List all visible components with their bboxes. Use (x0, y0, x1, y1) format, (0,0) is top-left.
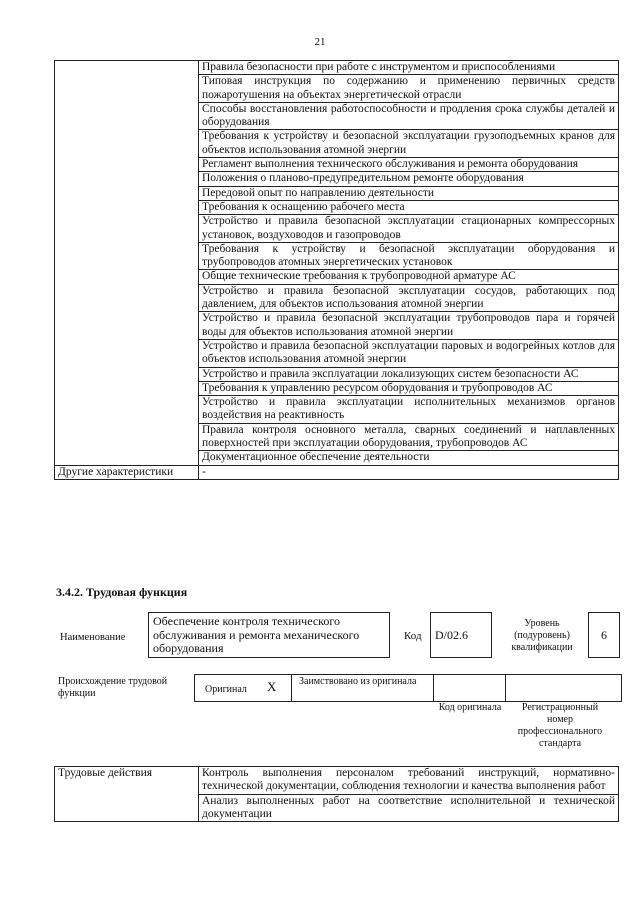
requirement-item: Устройство и правила безопасной эксплуатации паровых и водогрейных котлов для объектов использования атомной энергии (199, 339, 619, 367)
requirements-table (54, 60, 619, 480)
requirement-label-cell (55, 61, 199, 466)
name-label: Наименование (60, 632, 126, 643)
code-label: Код (404, 630, 422, 642)
requirement-item: Способы восстановления работоспособности и продления срока службы деталей и оборудования (199, 102, 619, 130)
requirement-item: Устройство и правила безопасной эксплуатации сосудов, работающих под давлением, для объектов использования атомной энергии (199, 284, 619, 312)
requirement-item: Требования к управлению ресурсом оборудования и трубопроводов АС (199, 381, 619, 395)
requirement-item: Требования к оснащению рабочего места (199, 200, 619, 214)
origin-box (194, 674, 622, 702)
original-label: Оригинал (205, 684, 247, 695)
requirement-item: Требования к устройству и безопасной эксплуатации грузоподъемных кранов для объектов использования атомной энергии (199, 130, 619, 158)
labor-action-row (55, 767, 619, 795)
requirement-item: Регламент выполнения технического обслуживания и ремонта оборудования (199, 158, 619, 172)
section-title: 3.4.2. Трудовая функция (56, 585, 188, 599)
borrowed-label: Заимствовано из оригинала (299, 676, 417, 687)
other-characteristics-row (55, 465, 619, 479)
reg-number-label: Регистрационный номер профессионального стандарта (517, 702, 603, 749)
level-label: Уровень (подуровень) квалификации (511, 618, 573, 653)
level-value: 6 (588, 612, 620, 658)
requirement-item: Устройство и правила безопасной эксплуатации стационарных компрессорных установок, воздуховодов и газопроводов (199, 215, 619, 243)
requirement-item: Устройство и правила безопасной эксплуатации трубопроводов пара и горячей воды для объектов использования атомной энергии (199, 312, 619, 340)
labor-actions-table (54, 766, 619, 822)
requirement-item: Правила безопасности при работе с инструментом и приспособлениями (199, 61, 619, 75)
requirement-item: Положения о планово-предупредительном ремонте оборудования (199, 172, 619, 186)
requirement-item: Общие технические требования к трубопроводной арматуре АС (199, 270, 619, 284)
requirement-item: Правила контроля основного металла, сварных соединений и наплавленных поверхностей при эксплуатации оборудования, трубопроводов АС (199, 423, 619, 451)
other-characteristics-label: Другие характеристики (55, 465, 199, 479)
requirement-item: Требования к устройству и безопасной эксплуатации оборудования и трубопроводов атомных энергетических установок (199, 242, 619, 270)
requirement-item: Документационное обеспечение деятельности (199, 451, 619, 465)
code-value: D/02.6 (430, 612, 492, 658)
page-number: 21 (314, 36, 326, 48)
name-value: Обеспечение контроля технического обслуживания и ремонта механического оборудования (148, 612, 390, 658)
requirement-item: Устройство и правила эксплуатации локализующих систем безопасности АС (199, 367, 619, 381)
labor-action-item: Анализ выполненных работ на соответствие исполнительной и технической документации (199, 794, 619, 822)
original-mark: X (267, 679, 277, 694)
requirement-item: Типовая инструкция по содержанию и применению первичных средств пожаротушения на объектах энергетической отрасли (199, 75, 619, 103)
origin-label: Происхождение трудовой функции (58, 676, 168, 699)
labor-actions-label: Трудовые действия (55, 767, 199, 822)
code-origin-label: Код оригинала (438, 702, 502, 713)
requirement-row (55, 61, 619, 75)
labor-action-item: Контроль выполнения персоналом требований инструкций, нормативно-технической документации, соблюдения технологии и качества выполнения работ (199, 767, 619, 795)
other-characteristics-value: - (199, 465, 619, 479)
requirement-item: Передовой опыт по направлению деятельности (199, 186, 619, 200)
requirement-item: Устройство и правила эксплуатации исполнительных механизмов органов воздействия на реактивность (199, 396, 619, 424)
